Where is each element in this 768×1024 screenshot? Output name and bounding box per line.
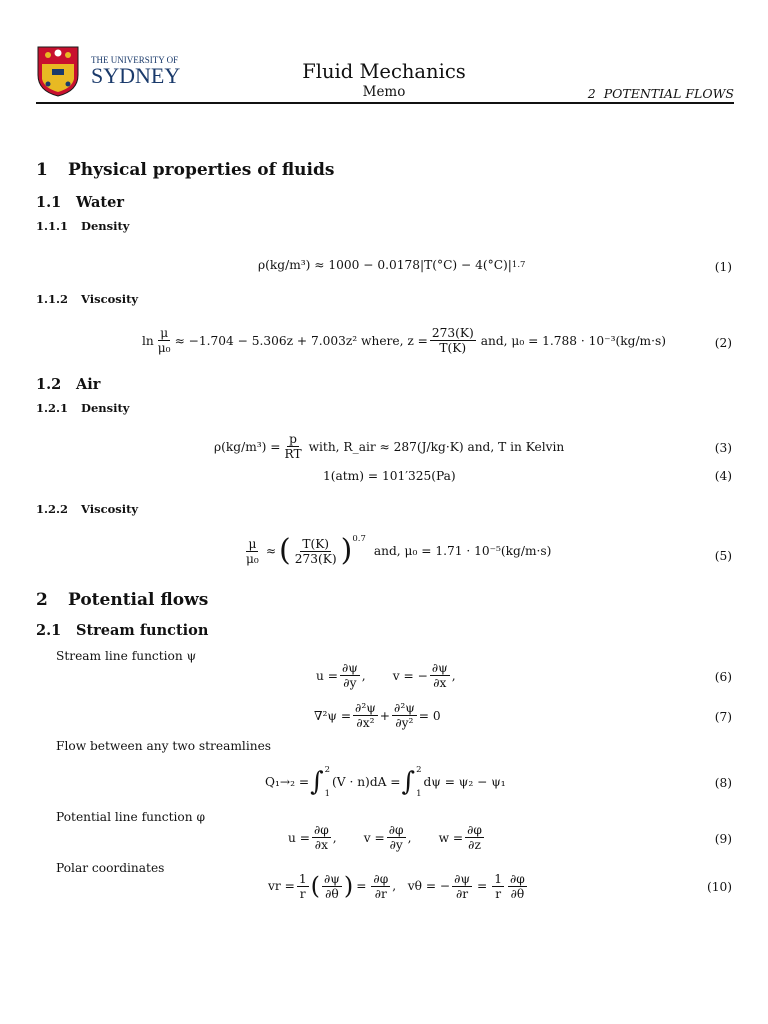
section-heading bbox=[36, 160, 334, 180]
subsection-heading bbox=[36, 376, 100, 393]
document-subtitle: Memo bbox=[362, 84, 406, 100]
eq3-fraction bbox=[283, 432, 304, 461]
section-number: 1 bbox=[36, 160, 48, 180]
logo-line2: SYDNEY bbox=[91, 63, 181, 88]
eq9-u: u = bbox=[288, 830, 310, 845]
subsubsection-heading bbox=[36, 292, 138, 306]
eq6-end: , bbox=[451, 668, 456, 683]
numerator: ∂φ bbox=[388, 823, 404, 837]
eq6-u: u = bbox=[316, 668, 338, 683]
eq10-fraction-1r bbox=[297, 872, 309, 901]
eq2-fraction-mu bbox=[156, 326, 173, 355]
subsubsection-number: 1.1.1 bbox=[36, 219, 69, 233]
subsubsection-heading bbox=[36, 502, 138, 516]
eq10-fraction-psi-r bbox=[452, 872, 472, 901]
equation-number: (8) bbox=[714, 776, 732, 790]
running-section-title: POTENTIAL FLOWS bbox=[603, 86, 734, 101]
eq10-fraction-phi-theta bbox=[508, 872, 527, 901]
paragraph: Flow between any two streamlines bbox=[56, 739, 272, 753]
eq6-fraction-2 bbox=[430, 661, 450, 690]
denominator: r bbox=[299, 886, 306, 901]
equation-6 bbox=[316, 661, 456, 690]
denominator: ∂r bbox=[456, 886, 469, 901]
subsubsection-number: 1.2.1 bbox=[36, 401, 69, 415]
subsection-number: 1.2 bbox=[36, 376, 62, 393]
equation-4: 1(atm) = 101′325(Pa) bbox=[323, 469, 456, 483]
numerator: 1 bbox=[494, 871, 502, 886]
equation-number: (4) bbox=[714, 469, 732, 483]
eq9-fraction-2 bbox=[387, 823, 406, 852]
denominator: T(K) bbox=[439, 341, 467, 355]
eq6-v: , v = − bbox=[361, 668, 428, 683]
numerator: ∂φ bbox=[313, 823, 329, 837]
subsubsection-title: Density bbox=[81, 219, 130, 233]
numerator: 273(K) bbox=[431, 326, 474, 340]
university-logo bbox=[36, 45, 186, 97]
eq7-plus: + bbox=[379, 708, 391, 723]
numerator: p bbox=[289, 432, 297, 446]
equation-2 bbox=[142, 326, 666, 355]
numerator: ∂²ψ bbox=[394, 701, 415, 715]
equation-3 bbox=[214, 432, 564, 461]
denominator: r bbox=[495, 886, 502, 901]
denominator: ∂y bbox=[343, 676, 357, 690]
denominator: ∂x² bbox=[356, 716, 375, 730]
lower-limit: 1 bbox=[416, 789, 422, 799]
eq10-left-paren: ( bbox=[310, 872, 320, 900]
denominator: ∂x bbox=[433, 676, 447, 690]
subsubsection-title: Density bbox=[81, 401, 130, 415]
document-title: Fluid Mechanics bbox=[302, 60, 466, 83]
subsection-title: Air bbox=[76, 376, 101, 393]
eq8-limits-2 bbox=[416, 765, 421, 799]
upper-limit: 2 bbox=[324, 765, 331, 775]
subsection-heading bbox=[36, 194, 124, 211]
eq7-lap: ∇²ψ = bbox=[314, 708, 352, 723]
denominator: μ₀ bbox=[246, 551, 259, 566]
header-rule bbox=[36, 102, 734, 104]
eq8-Q: Q₁→₂ = bbox=[265, 775, 310, 789]
eq8-mid: (V · n)dA = bbox=[332, 775, 401, 789]
integral-sign: ∫ bbox=[401, 767, 416, 797]
denominator: ∂y bbox=[389, 838, 403, 852]
equation-number: (6) bbox=[714, 670, 732, 684]
numerator: ∂φ bbox=[509, 871, 525, 886]
numerator: ∂φ bbox=[373, 871, 389, 886]
eq9-w: , w = bbox=[407, 830, 464, 845]
eq2-tail: and, μ₀ = 1.788 · 10⁻³(kg/m·s) bbox=[480, 333, 666, 348]
lower-limit: 1 bbox=[324, 789, 331, 799]
subsection-heading bbox=[36, 622, 208, 639]
running-section-number: 2 bbox=[587, 86, 596, 101]
eq2-fraction-z bbox=[430, 326, 476, 355]
eq9-fraction-3 bbox=[465, 823, 484, 852]
eq5-approx: ≈ bbox=[265, 544, 277, 558]
equation-number: (7) bbox=[714, 710, 732, 724]
eq3-lhs: ρ(kg/m³) = bbox=[214, 439, 281, 454]
equation-7 bbox=[314, 701, 441, 730]
equation-8 bbox=[265, 765, 506, 799]
denominator: 273(K) bbox=[294, 551, 337, 566]
eq7-fraction-2 bbox=[392, 701, 417, 730]
numerator: ∂ψ bbox=[341, 661, 358, 675]
eq10-fraction-psi-theta bbox=[322, 872, 342, 901]
logo-line1: THE UNIVERSITY OF bbox=[91, 55, 179, 65]
eq10-vtheta: , vθ = − bbox=[392, 879, 451, 893]
eq5-fraction-T bbox=[293, 537, 339, 566]
eq5-exponent: 0.7 bbox=[352, 534, 366, 544]
eq3-tail: with, R_air ≈ 287(J/kg·K) and, T in Kelvin bbox=[308, 439, 565, 454]
denominator: ∂θ bbox=[510, 886, 525, 901]
denominator: ∂z bbox=[468, 838, 481, 852]
equation-number: (3) bbox=[714, 441, 732, 455]
subsection-number: 1.1 bbox=[36, 194, 62, 211]
eq2-middle: ≈ −1.704 − 5.306z + 7.003z² where, z = bbox=[174, 333, 428, 348]
subsubsection-title: Viscosity bbox=[81, 502, 139, 516]
eq8-tail: dψ = ψ₂ − ψ₁ bbox=[423, 775, 506, 789]
eq5-tail: and, μ₀ = 1.71 · 10⁻⁵(kg/m·s) bbox=[373, 544, 552, 558]
paragraph: Potential line function φ bbox=[56, 810, 205, 824]
denominator: ∂θ bbox=[325, 886, 339, 901]
eq5-fraction-mu bbox=[244, 537, 261, 566]
equation-10 bbox=[268, 871, 529, 901]
eq9-fraction-1 bbox=[312, 823, 331, 852]
eq1-exponent: 1.7 bbox=[511, 260, 526, 270]
eq10-eq2: = bbox=[477, 879, 488, 893]
equation-number: (5) bbox=[714, 549, 732, 563]
eq2-ln: ln bbox=[142, 333, 154, 348]
eq10-fraction-phi-r bbox=[371, 872, 390, 901]
denominator: ∂y² bbox=[395, 716, 414, 730]
integral-sign: ∫ bbox=[310, 767, 324, 797]
subsubsection-number: 1.2.2 bbox=[36, 502, 69, 516]
eq5-left-paren: ( bbox=[279, 533, 291, 568]
section-heading bbox=[36, 590, 208, 610]
subsection-number: 2.1 bbox=[36, 622, 62, 639]
subsubsection-heading bbox=[36, 219, 130, 233]
eq8-limits-1 bbox=[325, 765, 330, 799]
numerator: ∂ψ bbox=[454, 871, 470, 886]
denominator: ∂r bbox=[374, 886, 387, 901]
section-title: Potential flows bbox=[68, 590, 209, 610]
subsubsection-heading bbox=[36, 401, 130, 415]
eq7-end: = 0 bbox=[418, 708, 441, 723]
eq10-vr: vr = bbox=[268, 879, 295, 893]
numerator: μ bbox=[160, 326, 169, 340]
equation-1 bbox=[258, 258, 525, 272]
eq6-fraction-1 bbox=[340, 661, 360, 690]
eq10-right-paren: ) bbox=[343, 872, 354, 900]
eq5-right-paren: ) bbox=[340, 533, 353, 568]
numerator: T(K) bbox=[302, 536, 330, 551]
paragraph: Polar coordinates bbox=[56, 861, 165, 875]
equation-number: (2) bbox=[714, 336, 732, 350]
eq10-eq: = bbox=[356, 879, 367, 893]
subsection-title: Water bbox=[76, 194, 124, 211]
equation-number: (10) bbox=[706, 880, 732, 894]
equation-9 bbox=[288, 823, 486, 852]
eq10-fraction-1r-b bbox=[492, 872, 504, 901]
eq1-body: ρ(kg/m³) ≈ 1000 − 0.0178|T(°C) − 4(°C)| bbox=[258, 258, 512, 272]
subsubsection-number: 1.1.2 bbox=[36, 292, 69, 306]
equation-number: (1) bbox=[714, 260, 732, 274]
running-section-header bbox=[588, 86, 734, 101]
eq9-v: , v = bbox=[332, 830, 385, 845]
denominator: RT bbox=[284, 447, 302, 461]
equation-5 bbox=[242, 533, 552, 568]
denominator: μ₀ bbox=[157, 341, 171, 355]
subsection-title: Stream function bbox=[76, 622, 209, 639]
eq7-fraction-1 bbox=[353, 701, 378, 730]
numerator: ∂ψ bbox=[431, 661, 448, 675]
denominator: ∂x bbox=[314, 838, 328, 852]
paragraph: Stream line function ψ bbox=[56, 649, 197, 663]
numerator: μ bbox=[248, 536, 257, 551]
upper-limit: 2 bbox=[416, 765, 422, 775]
subsubsection-title: Viscosity bbox=[81, 292, 139, 306]
numerator: ∂ψ bbox=[323, 871, 340, 886]
section-title: Physical properties of fluids bbox=[68, 160, 335, 180]
numerator: ∂²ψ bbox=[355, 701, 376, 715]
section-number: 2 bbox=[36, 590, 48, 610]
numerator: 1 bbox=[298, 871, 307, 886]
numerator: ∂φ bbox=[467, 823, 482, 837]
equation-number: (9) bbox=[714, 832, 732, 846]
